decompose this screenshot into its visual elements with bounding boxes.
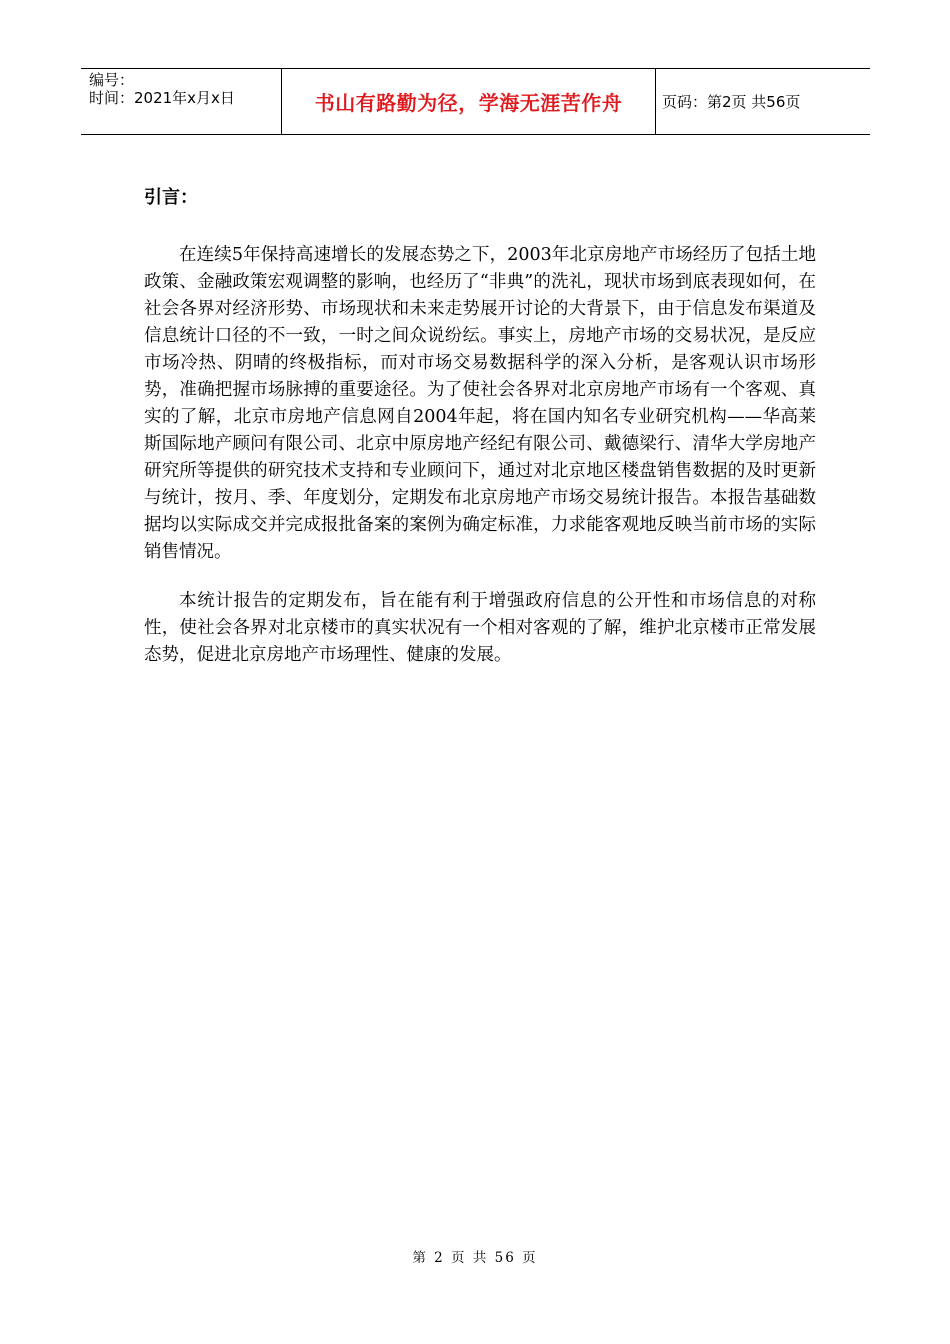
intro-heading: 引言： bbox=[144, 187, 198, 208]
header-motto: 书山有路勤为径，学海无涯苦作舟 bbox=[282, 69, 656, 134]
header-meta bbox=[81, 69, 282, 134]
date-label: 时间：2021年x月x日 bbox=[89, 89, 235, 107]
paragraph-1: 在连续5年保持高速增长的发展态势之下，2003年北京房地产市场经历了包括土地政策、金融政策宏观调整的影响，也经历了“非典”的洗礼，现状市场到底表现如何，在社会各界对经济形势、市场现状和未来走势展开讨论的大背景下，由于信息发布渠道及信息统计口径的不一致，一时之间众说纷纭。事实上，房地产市场的交易状况，是反应市场冷热、阴晴的终极指标，而对市场交易数据科学的深入分析，是客观认识市场形势，准确把握市场脉搏的重要途径。为了使社会各界对北京房地产市场有一个客观、真实的了解，北京市房地产信息网自2004年起，将在国内知名专业研究机构——华高莱斯国际地产顾问有限公司、北京中原房地产经纪有限公司、戴德梁行、清华大学房地产研究所等提供的研究技术支持和专业顾问下，通过对北京地区楼盘销售数据的及时更新与统计，按月、季、年度划分，定期发布北京房地产市场交易统计报告。本报告基础数据均以实际成交并完成报批备案的案例为确定标准，力求能客观地反映当前市场的实际销售情况。 bbox=[144, 245, 816, 562]
paragraph-2: 本统计报告的定期发布，旨在能有利于增强政府信息的公开性和市场信息的对称性，使社会各界对北京楼市的真实状况有一个相对客观的了解，维护北京楼市正常发展态势，促进北京房地产市场理性、健康的发展。 bbox=[144, 591, 816, 665]
serial-label: 编号： bbox=[89, 71, 135, 89]
page-footer: 第 2 页 共 56 页 bbox=[412, 1250, 538, 1266]
header-page-info: 页码：第2页 共56页 bbox=[662, 93, 801, 111]
document-body bbox=[144, 186, 816, 669]
page-header bbox=[81, 68, 870, 135]
